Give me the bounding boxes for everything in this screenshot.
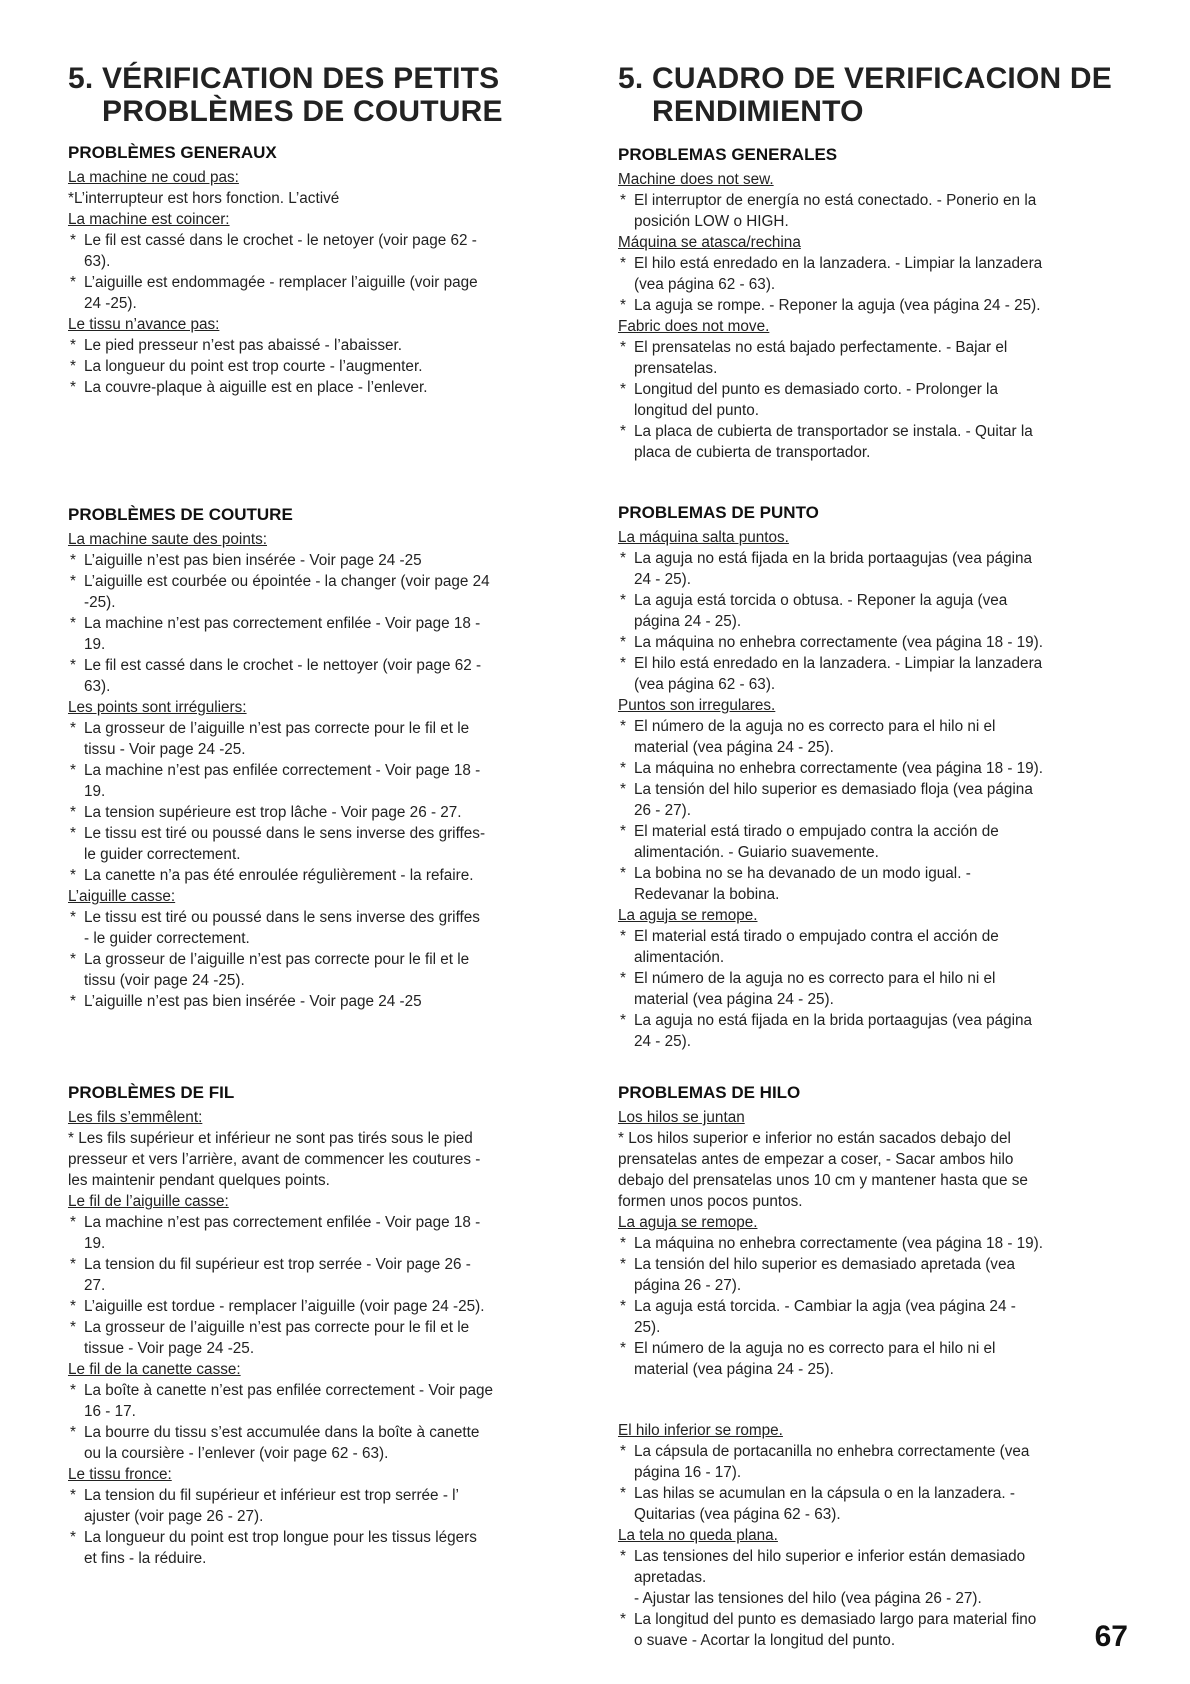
spanish-general-lines [618,169,1138,463]
bullet-continuation [618,737,1138,758]
bullet-item [618,1483,1138,1504]
french-title-line1: 5. VÉRIFICATION DES PETITS [68,62,500,95]
spanish-section-thread [618,1082,1138,1651]
line-text: Los hilos se juntan [618,1109,745,1126]
line-text: Las tensiones del hilo superior e inferior están demasiado [634,1548,1026,1565]
bullet-continuation [618,1359,1138,1380]
bullet-item [618,1546,1138,1567]
line-text: La machine n’est pas correctement enfilée - Voir page 18 - [84,1214,481,1231]
subheading [618,905,1138,926]
line-text: posición LOW o HIGH. [634,213,789,230]
line-text: * Los hilos superior e inferior no están sacados debajo del [618,1130,1011,1147]
subheading [68,697,588,718]
bullet-continuation [618,1504,1138,1525]
subheading [68,529,588,550]
bullet-continuation [618,1317,1138,1338]
subheading [618,1525,1138,1546]
line-text: La longitud del punto es demasiado largo para material fino [634,1611,1037,1628]
spanish-section-general [618,144,1138,463]
bullet-item [68,377,588,398]
line-text: * Les fils supérieur et inférieur ne sont pas tirés sous le pied [68,1130,473,1147]
line-text: - le guider correctement. [84,930,250,947]
bullet-item [618,926,1138,947]
spanish-stitch-lines [618,527,1138,1052]
line-text: La machine n’est pas correctement enfilée - Voir page 18 - [84,615,481,632]
bullet-item [68,1422,588,1443]
line-text: 63). [84,253,111,270]
subheading [618,527,1138,548]
line-text: Le tissu est tiré ou poussé dans le sens inverse des griffes- [84,825,486,842]
bullet-item [68,802,588,823]
line-text: La aguja está torcida. - Cambiar la agja (vea página 24 - [634,1298,1016,1315]
bullet-item [618,779,1138,800]
bullet-item [68,571,588,592]
line-text: tissu - Voir page 24 -25. [84,741,246,758]
line-text: - Ajustar las tensiones del hilo (vea página 26 - 27). [634,1590,982,1607]
line-text: La tensión del hilo superior es demasiado floja (vea página [634,781,1033,798]
bullet-item [68,655,588,676]
line-text: La tela no queda plana. [618,1527,778,1544]
line-text: Longitud del punto es demasiado corto. - Prolonger la [634,381,998,398]
spanish-stitch-heading: PROBLEMAS DE PUNTO [618,503,819,522]
line-text: *L’interrupteur est hors fonction. L’activé [68,190,340,207]
bullet-item [618,190,1138,211]
line-text: 19. [84,1235,106,1252]
bullet-continuation [618,274,1138,295]
subheading [618,316,1138,337]
bullet-item [68,356,588,377]
line-text: La machine ne coud pas: [68,169,239,186]
line-text: material (vea página 24 - 25). [634,1361,834,1378]
bullet-continuation [618,400,1138,421]
line-text: La grosseur de l’aiguille n’est pas correcte pour le fil et le [84,720,470,737]
line-text: alimentación. - Guiario suavemente. [634,844,879,861]
line-text: formen unos pocos puntos. [618,1193,803,1210]
line-text: La aguja se remope. [618,907,758,924]
text-line [618,1149,1138,1170]
line-text: Le fil de l’aiguille casse: [68,1193,229,1210]
bullet-continuation [68,1233,588,1254]
bullet-continuation [618,1275,1138,1296]
line-text: L’aiguille n’est pas bien insérée - Voir page 24 -25 [84,993,422,1010]
bullet-item [618,863,1138,884]
line-text: La aguja se remope. [618,1214,758,1231]
line-text: página 16 - 17). [634,1464,742,1481]
line-text: longitud del punto. [634,402,760,419]
bullet-continuation [68,1506,588,1527]
line-text: Las hilas se acumulan en la cápsula o en la lanzadera. - [634,1485,1015,1502]
line-text: Le tissu fronce: [68,1466,172,1483]
line-text: El material está tirado o empujado contra la acción de [634,823,999,840]
line-text: 24 -25). [84,295,137,312]
bullet-continuation [618,1567,1138,1588]
bullet-item [68,949,588,970]
line-text: 19. [84,783,106,800]
line-text: página 24 - 25). [634,613,742,630]
line-text: apretadas. [634,1569,707,1586]
bullet-continuation [618,1031,1138,1052]
bullet-item [68,718,588,739]
bullet-continuation [68,293,588,314]
line-text: La couvre-plaque à aiguille est en place - l’enlever. [84,379,428,396]
line-text: Redevanar la bobina. [634,886,780,903]
french-title-line2: PROBLÈMES DE COUTURE [102,95,503,128]
line-text: El hilo está enredado en la lanzadera. - Limpiar la lanzadera [634,655,1043,672]
bullet-continuation [68,970,588,991]
bullet-item [618,758,1138,779]
line-text: La grosseur de l’aiguille n’est pas correcte pour le fil et le [84,1319,470,1336]
spacer [618,1396,1138,1404]
bullet-item [618,632,1138,653]
line-text: Fabric does not move. [618,318,770,335]
line-text: ou la coursière - l’enlever (voir page 62 - 63). [84,1445,389,1462]
line-text: -25). [84,594,116,611]
bullet-item [68,230,588,251]
line-text: presseur et vers l’arrière, avant de commencer les coutures - [68,1151,481,1168]
bullet-item [618,295,1138,316]
bullet-item [68,1485,588,1506]
line-text: L’aiguille est endommagée - remplacer l’aiguille (voir page [84,274,478,291]
bullet-item [618,1010,1138,1031]
line-text: 24 - 25). [634,1033,691,1050]
line-text: prensatelas. [634,360,718,377]
bullet-item [618,1609,1138,1630]
bullet-item [68,760,588,781]
line-text: La longueur du point est trop courte - l’augmenter. [84,358,423,375]
subheading [618,695,1138,716]
line-text: 16 - 17. [84,1403,136,1420]
line-text: La aguja está torcida o obtusa. - Reponer la aguja (vea [634,592,1008,609]
bullet-continuation [68,1275,588,1296]
line-text: La longueur du point est trop longue pour les tissus légers [84,1529,477,1546]
bullet-item [618,968,1138,989]
line-text: material (vea página 24 - 25). [634,739,834,756]
subheading [618,1107,1138,1128]
subheading [68,1359,588,1380]
line-text: le guider correctement. [84,846,241,863]
bullet-item [68,991,588,1012]
line-text: La machine n’est pas enfilée correctement - Voir page 18 - [84,762,481,779]
line-text: 19. [84,636,106,653]
line-text: El número de la aguja no es correcto para el hilo ni el [634,970,996,987]
line-text: 26 - 27). [634,802,691,819]
bullet-item [68,1212,588,1233]
text-line [618,1128,1138,1149]
spanish-title-line1: 5. CUADRO DE VERIFICACION DE [618,62,1112,95]
spanish-thread-heading: PROBLEMAS DE HILO [618,1083,801,1102]
bullet-continuation [68,781,588,802]
subheading [618,1212,1138,1233]
line-text: 27. [84,1277,106,1294]
french-thread-heading: PROBLÈMES DE FIL [68,1083,235,1102]
subheading [68,209,588,230]
bullet-continuation [618,211,1138,232]
line-text: 63). [84,678,111,695]
bullet-item [618,1441,1138,1462]
line-text: El interruptor de energía no está conectado. - Ponerio en la [634,192,1037,209]
bullet-item [68,550,588,571]
line-text: les maintenir pendant quelques points. [68,1172,330,1189]
bullet-continuation [68,1443,588,1464]
line-text: tissue - Voir page 24 -25. [84,1340,255,1357]
line-text: (vea página 62 - 63). [634,676,776,693]
text-line [68,1149,588,1170]
bullet-item [68,1527,588,1548]
line-text: La tension du fil supérieur est trop serrée - Voir page 26 - [84,1256,471,1273]
line-text: Puntos son irregulares. [618,697,776,714]
line-text: La máquina salta puntos. [618,529,789,546]
french-sewing-lines [68,529,588,1012]
line-text: Machine does not sew. [618,171,774,188]
bullet-continuation [68,634,588,655]
subheading [68,1191,588,1212]
bullet-continuation [618,842,1138,863]
line-text: La aguja no está fijada en la brida portaagujas (vea página [634,550,1033,567]
line-text: página 26 - 27). [634,1277,742,1294]
french-thread-lines [68,1107,588,1569]
bullet-continuation [68,592,588,613]
line-text: et fins - la réduire. [84,1550,207,1567]
bullet-continuation [68,739,588,760]
bullet-continuation [618,569,1138,590]
line-text: prensatelas antes de empezar a coser, - Sacar ambos hilo [618,1151,1014,1168]
french-title [68,62,588,128]
bullet-item [618,590,1138,611]
bullet-item [618,548,1138,569]
subheading [68,314,588,335]
french-section-sewing [68,504,588,1012]
bullet-item [68,1380,588,1401]
text-line [68,1170,588,1191]
bullet-continuation [618,989,1138,1010]
line-text: L’aiguille casse: [68,888,176,905]
bullet-continuation [618,800,1138,821]
bullet-continuation [618,1588,1138,1609]
line-text: placa de cubierta de transportador. [634,444,871,461]
line-text: El material está tirado o empujado contra el acción de [634,928,999,945]
bullet-item [618,421,1138,442]
bullet-continuation [68,1548,588,1569]
bullet-item [68,613,588,634]
line-text: La machine saute des points: [68,531,267,548]
line-text: La máquina no enhebra correctamente (vea página 18 - 19). [634,760,1044,777]
bullet-item [618,337,1138,358]
subheading [68,1464,588,1485]
line-text: La bobina no se ha devanado de un modo igual. - [634,865,971,882]
line-text: Le fil est cassé dans le crochet - le nettoyer (voir page 62 - [84,657,482,674]
french-section-thread [68,1082,588,1569]
line-text: debajo del prensatelas unos 10 cm y mantener hasta que se [618,1172,1028,1189]
text-line [618,1191,1138,1212]
spanish-general-heading: PROBLEMAS GENERALES [618,145,838,164]
line-text: La bourre du tissu s’est accumulée dans la boîte à canette [84,1424,480,1441]
bullet-continuation [618,884,1138,905]
subheading [618,1420,1138,1441]
line-text: Les fils s’emmêlent: [68,1109,203,1126]
french-general-heading: PROBLÈMES GENERAUX [68,143,277,162]
bullet-continuation [618,947,1138,968]
line-text: El número de la aguja no es correcto para el hilo ni el [634,718,996,735]
line-text: ajuster (voir page 26 - 27). [84,1508,264,1525]
text-line [68,1128,588,1149]
line-text: La grosseur de l’aiguille n’est pas correcte pour le fil et le [84,951,470,968]
spanish-thread-lines [618,1107,1138,1651]
bullet-item [68,272,588,293]
line-text: La máquina no enhebra correctamente (vea página 18 - 19). [634,1235,1044,1252]
line-text: El número de la aguja no es correcto para el hilo ni el [634,1340,996,1357]
french-sewing-heading: PROBLÈMES DE COUTURE [68,505,293,524]
line-text: Le tissu est tiré ou poussé dans le sens inverse des griffes [84,909,480,926]
french-section-general [68,142,588,398]
bullet-continuation [68,1338,588,1359]
line-text: L’aiguille n’est pas bien insérée - Voir page 24 -25 [84,552,422,569]
line-text: 25). [634,1319,661,1336]
line-text: La tensión del hilo superior es demasiado apretada (vea [634,1256,1015,1273]
bullet-item [68,823,588,844]
subheading [68,167,588,188]
line-text: La máquina no enhebra correctamente (vea página 18 - 19). [634,634,1044,651]
line-text: Le fil est cassé dans le crochet - le netoyer (voir page 62 - [84,232,477,249]
bullet-item [68,1296,588,1317]
bullet-item [618,1233,1138,1254]
french-general-lines [68,167,588,398]
line-text: La placa de cubierta de transportador se instala. - Quitar la [634,423,1033,440]
text-line [618,1170,1138,1191]
spanish-title-line2: RENDIMIENTO [652,95,864,128]
line-text: La aguja no está fijada en la brida portaagujas (vea página [634,1012,1033,1029]
line-text: tissu (voir page 24 -25). [84,972,245,989]
line-text: El hilo inferior se rompe. [618,1422,783,1439]
text-line [68,188,588,209]
line-text: El hilo está enredado en la lanzadera. - Limpiar la lanzadera [634,255,1043,272]
line-text: Le pied presseur n’est pas abaissé - l’abaisser. [84,337,403,354]
bullet-continuation [618,358,1138,379]
spanish-title [618,62,1138,128]
bullet-continuation [618,611,1138,632]
bullet-continuation [618,1630,1138,1651]
bullet-item [618,1254,1138,1275]
line-text: La machine est coincer: [68,211,230,228]
line-text: Quitarias (vea página 62 - 63). [634,1506,841,1523]
bullet-item [68,907,588,928]
line-text: La aguja se rompe. - Reponer la aguja (vea página 24 - 25). [634,297,1041,314]
bullet-continuation [68,676,588,697]
line-text: o suave - Acortar la longitud del punto. [634,1632,896,1649]
line-text: L’aiguille est tordue - remplacer l’aiguille (voir page 24 -25). [84,1298,485,1315]
line-text: La tension du fil supérieur et inférieur est trop serrée - l’ [84,1487,459,1504]
bullet-continuation [68,1401,588,1422]
line-text: La tension supérieure est trop lâche - Voir page 26 - 27. [84,804,462,821]
bullet-item [618,1296,1138,1317]
line-text: La canette n’a pas été enroulée régulièrement - la refaire. [84,867,474,884]
bullet-item [68,335,588,356]
bullet-continuation [618,674,1138,695]
subheading [68,1107,588,1128]
bullet-continuation [68,251,588,272]
line-text: Le fil de la canette casse: [68,1361,241,1378]
line-text: material (vea página 24 - 25). [634,991,834,1008]
line-text: 24 - 25). [634,571,691,588]
bullet-item [68,865,588,886]
bullet-item [618,379,1138,400]
bullet-item [618,716,1138,737]
line-text: La boîte à canette n’est pas enfilée correctement - Voir page [84,1382,494,1399]
line-text: (vea página 62 - 63). [634,276,776,293]
subheading [618,169,1138,190]
page-number: 67 [1094,1620,1128,1653]
bullet-continuation [68,928,588,949]
line-text: Le tissu n’avance pas: [68,316,220,333]
subheading [68,886,588,907]
bullet-continuation [618,442,1138,463]
line-text: La cápsula de portacanilla no enhebra correctamente (vea [634,1443,1030,1460]
bullet-item [618,1338,1138,1359]
bullet-item [68,1317,588,1338]
bullet-item [618,253,1138,274]
line-text: Les points sont irréguliers: [68,699,247,716]
bullet-item [68,1254,588,1275]
line-text: Máquina se atasca/rechina [618,234,801,251]
line-text: alimentación. [634,949,725,966]
bullet-item [618,821,1138,842]
french-column [68,62,588,1567]
line-text: L’aiguille est courbée ou épointée - la changer (voir page 24 [84,573,490,590]
bullet-continuation [618,1462,1138,1483]
spanish-section-stitch [618,502,1138,1052]
subheading [618,232,1138,253]
line-text: El prensatelas no está bajado perfectamente. - Bajar el [634,339,1008,356]
bullet-continuation [68,844,588,865]
bullet-item [618,653,1138,674]
